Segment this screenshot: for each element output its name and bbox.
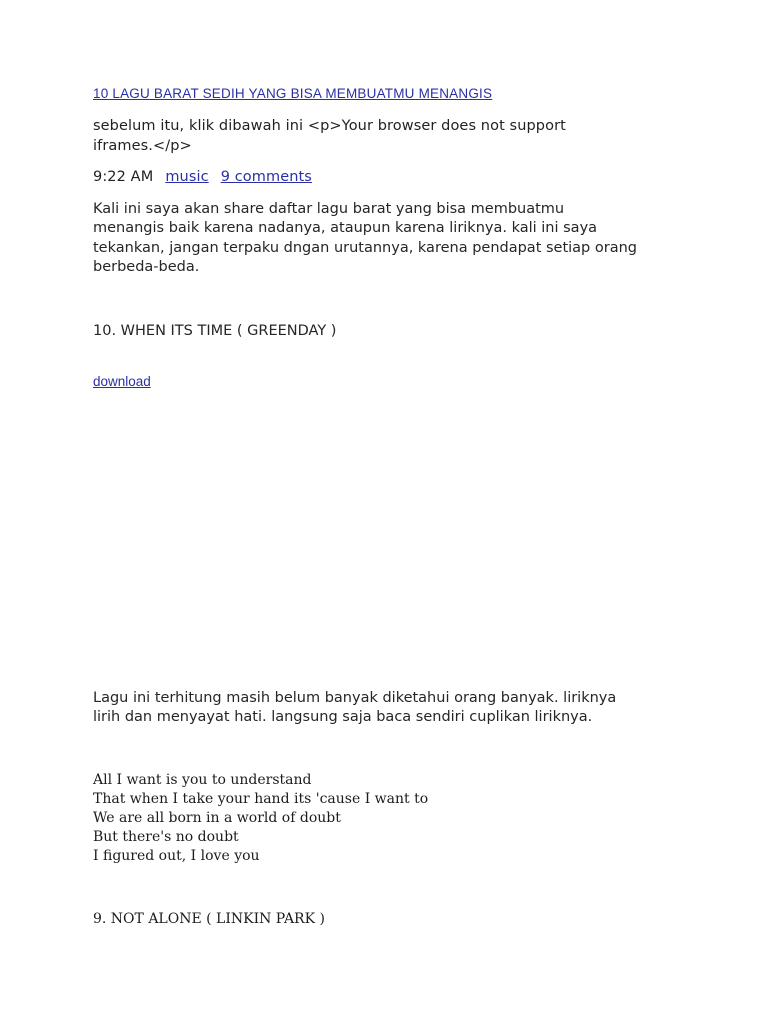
intro-line-4: berbeda-beda.	[93, 259, 200, 275]
embed-placeholder	[93, 400, 693, 670]
download-link[interactable]: download	[93, 374, 151, 389]
notice-line-1: sebelum itu, klik dibawah ini <p>Your browser does not support	[93, 118, 566, 134]
post-meta	[93, 167, 312, 187]
intro-line-2: menangis baik karena nadanya, ataupun karena liriknya. kali ini saya	[93, 220, 598, 236]
lyric-line-2: That when I take your hand its 'cause I want to	[93, 791, 429, 807]
song-10-desc-line-1: Lagu ini terhitung masih belum banyak diketahui orang banyak. liriknya	[93, 690, 617, 706]
post-time: 9:22 AM	[93, 169, 154, 185]
lyric-line-3: We are all born in a world of doubt	[93, 810, 341, 826]
lyric-line-1: All I want is you to understand	[93, 772, 312, 788]
song-9-heading: 9. NOT ALONE ( LINKIN PARK )	[93, 911, 325, 927]
post-title-link[interactable]: 10 LAGU BARAT SEDIH YANG BISA MEMBUATMU MENANGIS	[93, 86, 493, 101]
song-10-heading: 10. WHEN ITS TIME ( GREENDAY )	[93, 323, 337, 339]
intro-line-1: Kali ini saya akan share daftar lagu barat yang bisa membuatmu	[93, 201, 565, 217]
intro-line-3: tekankan, jangan terpaku dngan urutannya, karena pendapat setiap orang	[93, 240, 637, 256]
comments-link[interactable]: 9 comments	[220, 169, 312, 185]
lyric-line-4: But there's no doubt	[93, 829, 239, 845]
lyric-line-5: I figured out, I love you	[93, 848, 260, 864]
song-10-desc-line-2: lirih dan menyayat hati. langsung saja baca sendiri cuplikan liriknya.	[93, 709, 593, 725]
label-link-music[interactable]: music	[165, 169, 209, 185]
notice-line-2: iframes.</p>	[93, 138, 192, 154]
